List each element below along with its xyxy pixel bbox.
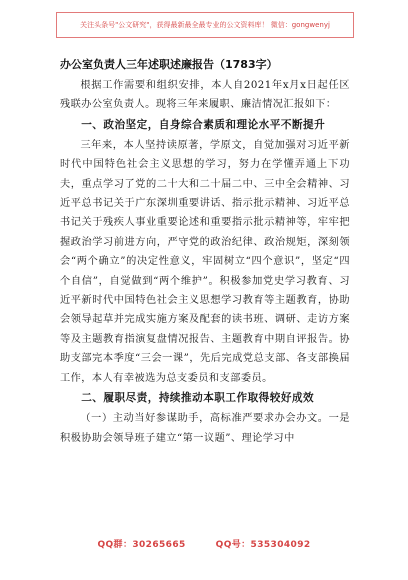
qq-number: QQ号：535304092 <box>215 540 311 550</box>
section-2-paragraph: （一）主动当好参谋助手，高标准严要求办会办文。一是积极协助会领导班子建立“第一议题”、理论学习中 <box>60 413 350 444</box>
header-banner <box>56 12 354 38</box>
section-1-heading: 一、政治坚定，自身综合素质和理论水平不断提升 <box>81 118 326 131</box>
intro-paragraph: 根据工作需要和组织安排，本人自2021年x月x日起任区残联办公室负责人。现将三年来履职、廉洁情况汇报如下： <box>60 80 350 111</box>
qq-group: QQ群：30265665 <box>97 540 186 550</box>
section-1-paragraph: 三年来，本人坚持读原著，学原文，自觉加强对习近平新时代中国特色社会主义思想的学习，努力在学懂弄通上下功夫，重点学习了党的二十大和二十届二中、三中全会精神、习近平总书记关于广东深圳重要讲话、指示批示精神、习近平总书记关于残疾人事业重要论述和重要指示批示精神等，牢牢把握政治学习前进方向，严守党的政治纪律、政治规矩，深刻领会“两个确立”的决定性意义，牢固树立“四个意识”，坚定“四个自信”，自觉做到“两个维护”。积极参加党史学习教育、习近平新时代中国特色社会主义思想学习教育等主题教育，协助会领导起草并完成实施方案及配套的读书班、调研、走访方案等及主题教育指演复盘情况报告、主题教育中期自评报告。协助支部完本季度“三会一课”，先后完成党总支部、各支部换届工作，本人有幸被选为总支委员和支部委员。 <box>60 139 350 384</box>
footer-contact <box>0 537 408 557</box>
document-body <box>60 76 350 448</box>
section-2-heading: 二、履职尽责，持续推动本职工作取得较好成效 <box>81 392 315 405</box>
document-title: 办公室负责人三年述职述廉报告（1783字） <box>60 58 278 71</box>
banner-text: 关注头条号"公文研究"，获得最新最全最专业的公文资料库！ 微信：gongwenyj <box>80 21 330 29</box>
